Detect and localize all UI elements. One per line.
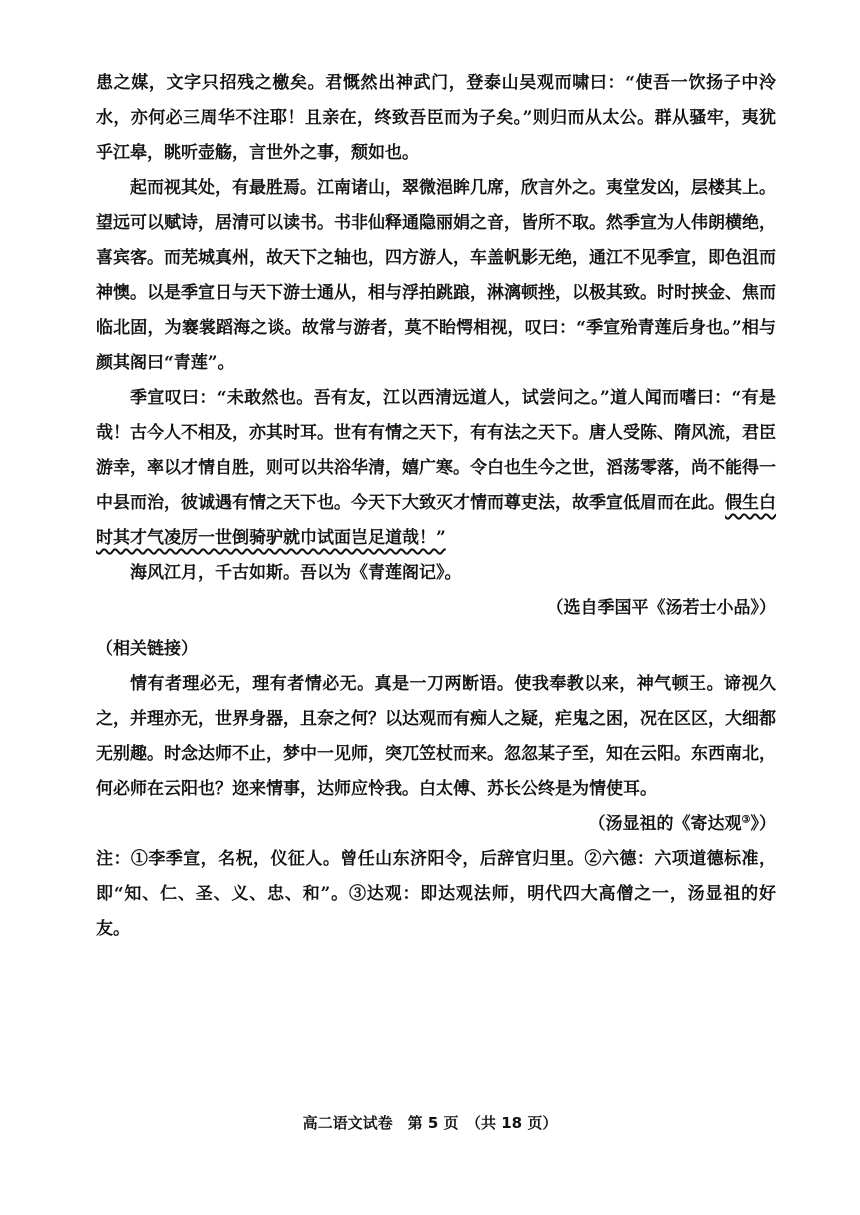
page-footer: 高二语文试卷 第 5 页 （共 18 页） (302, 1114, 558, 1132)
paragraph-4: 海风江月，千古如斯。吾以为《青莲阁记》。 (130, 563, 462, 583)
related-source-prefix: （汤显祖的《寄达观 (588, 814, 742, 834)
footnotes: 注：①李季宣，名柷，仪征人。曾任山东济阳令，后辞官归里。②六德：六项道德标准，即“知、仁、圣、义、忠、和”。③达观：即达观法师，明代四大高僧之一，汤显祖的好友。 (96, 849, 776, 939)
related-links-heading: （相关链接） (96, 639, 198, 659)
paragraph-3-text: 季宣叹曰：“未敢然也。吾有友，江以西清远道人，试尝问之。”道人闻而嗜曰：“有是哉！古今人不相及，亦其时耳。世有有情之天下，有有法之天下。唐人受陈、隋风流，君臣游幸，率以才情自胜，则可以共浴华清，嬉广寒。令白也生今之世，滔荡零落，尚不能得一中县而治，彼诚遇有情之天下也。今天下大致灭才情而尊吏法，故季宣低眉而在此。 (96, 388, 776, 513)
passage-source: （选自季国平《汤若士小品》） (546, 598, 776, 618)
passage-body (96, 66, 776, 947)
related-source-suffix: 》） (750, 814, 776, 834)
paragraph-2: 起而视其处，有最胜焉。江南诸山，翠微浥眸几席，欣言外之。夷堂发凶，层楼其上。望远可以赋诗，居清可以读书。书非仙释通隐丽娟之音，皆所不取。然季宣为人伟朗横绝，喜宾客。而芜城真州，故天下之轴也，四方游人，车盖帆影无绝，通江不见季宣，即色沮而神懊。以是季宣日与天下游士通从，相与浮拍跳踉，淋漓顿挫，以极其致。时时挟金、焦而临北固，为褰裳蹈海之谈。故常与游者，莫不眙愕相视，叹曰：“季宣殆青莲后身也。”相与颜其阁曰“青莲”。 (96, 178, 776, 373)
related-source (96, 807, 776, 842)
related-letter-body: 情有者理必无，理有者情必无。真是一刀两断语。使我奉教以来，神气顿王。谛视久之，并理亦无，世界身器，且奈之何？以达观而有痴人之疑，疟鬼之困，况在区区，大细都无别趣。时念达师不止，梦中一见师，突兀笠杖而来。忽忽某子至，知在云阳。东西南北，何必师在云阳也？迩来情事，达师应怜我。白太傅、苏长公终是为情使耳。 (96, 674, 776, 799)
paragraph-3 (96, 381, 776, 556)
paragraph-1: 患之媒，文字只招残之檄矣。君慨然出神武门，登泰山吴观而啸曰：“使吾一饮扬子中泠水，亦何必三周华不注耶！且亲在，终致吾臣而为子矣。”则归而从太公。群从骚牢，夷犹乎江皋，眺听壶觞，言世外之事，颓如也。 (96, 73, 776, 163)
footnote-mark: ③ (741, 814, 751, 826)
wavy-underlined-sentence: 假生白时其才气凌厉一世倒骑驴就巾试面岂足道哉！” (96, 493, 776, 548)
